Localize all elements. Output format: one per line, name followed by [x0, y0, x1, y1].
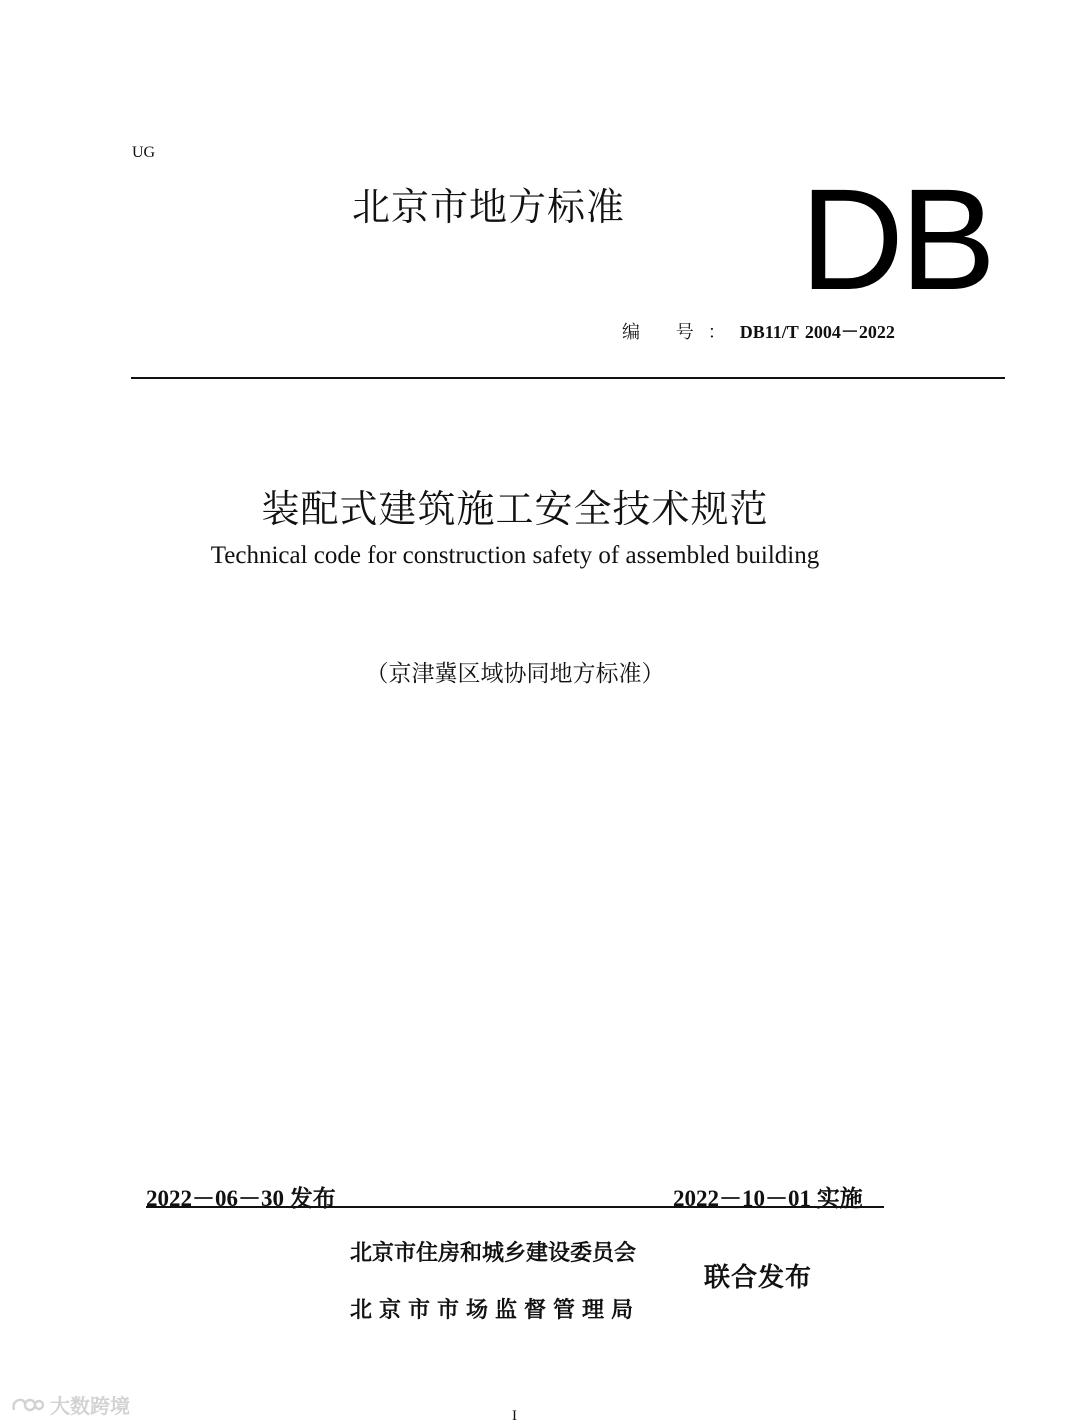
date-divider — [146, 1206, 884, 1208]
header-divider — [131, 377, 1005, 379]
watermark-text: 大数跨境 — [50, 1394, 130, 1418]
joint-release-label: 联合发布 — [704, 1263, 813, 1293]
standard-type-heading: 北京市地方标准 — [352, 185, 626, 229]
document-title-chinese: 装配式建筑施工安全技术规范 — [261, 487, 769, 531]
publisher-housing-commission: 北京市住房和城乡建设委员会 — [350, 1241, 637, 1266]
watermark-logo-icon — [10, 1394, 44, 1416]
standard-number-value: DB11/T 2004－2022 — [739, 322, 895, 342]
effective-date: 2022－10－01 实施 — [673, 1186, 863, 1211]
watermark — [10, 1390, 130, 1419]
document-title-english: Technical code for construction safety of assembled building — [210, 542, 820, 569]
classification-code: UG — [132, 144, 156, 161]
standard-number-label: 编 号： — [622, 322, 740, 343]
db-mark: DB — [800, 159, 993, 320]
publisher-market-supervision: 北京市市场监督管理局 — [350, 1298, 641, 1323]
standard-number — [622, 318, 895, 344]
publish-date: 2022－06－30 发布 — [146, 1186, 336, 1211]
document-subtitle: （京津冀区域协同地方标准） — [365, 661, 665, 687]
page-number: I — [512, 1408, 517, 1424]
